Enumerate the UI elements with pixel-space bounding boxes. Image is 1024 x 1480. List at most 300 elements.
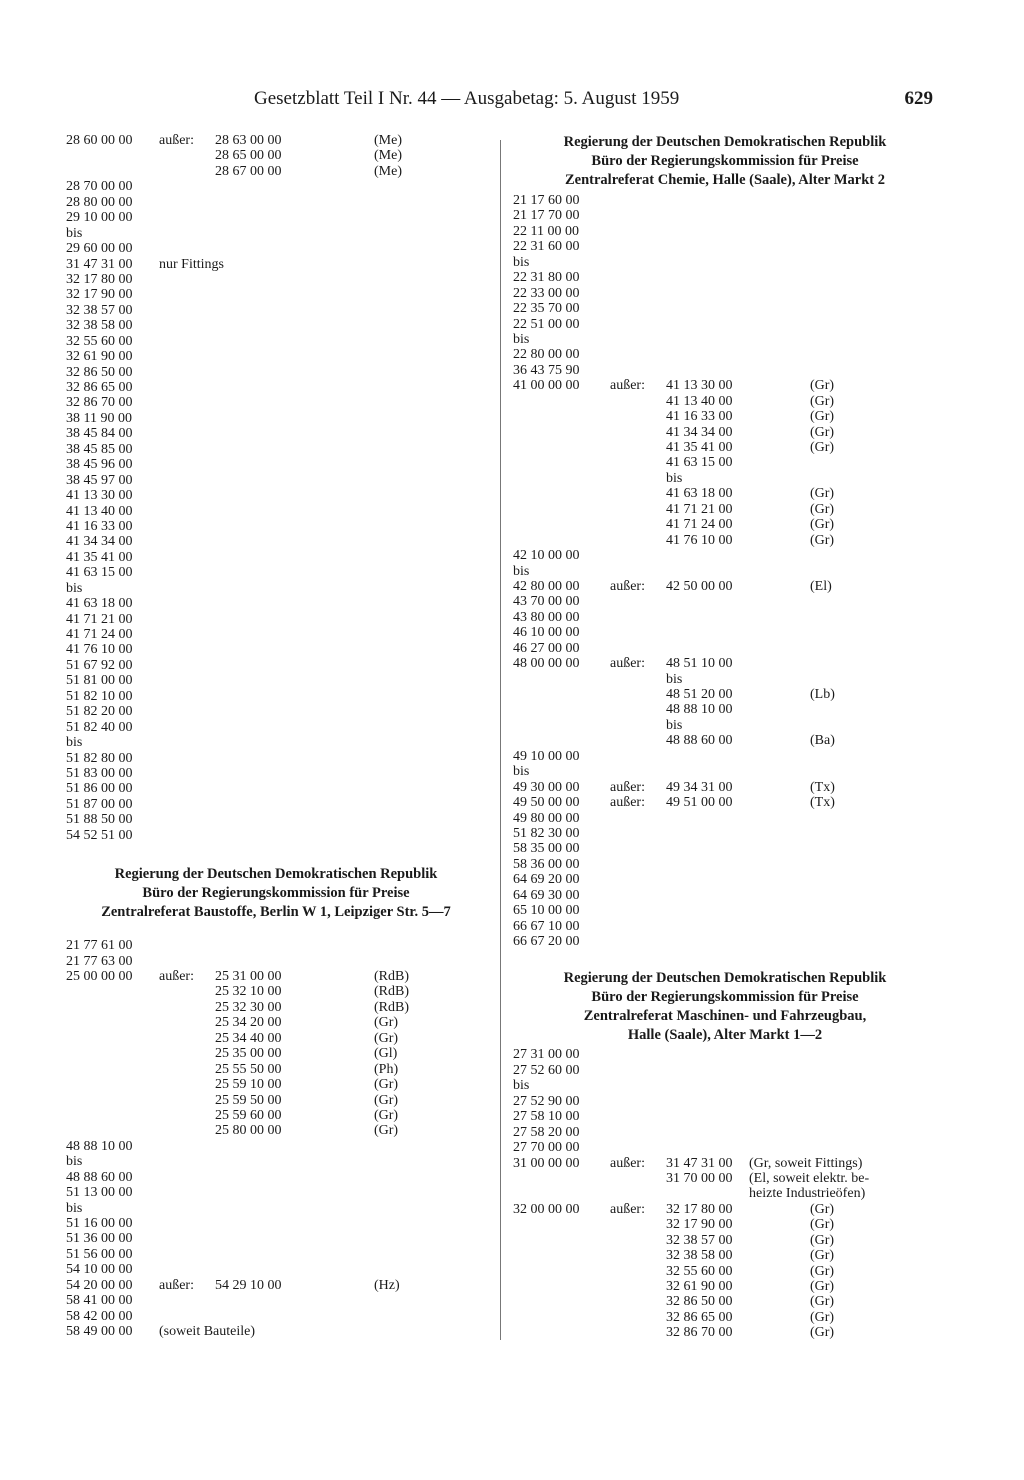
list-item (513, 1094, 953, 1109)
tariff-code: 51 88 50 00 (66, 812, 133, 828)
tariff-code: 29 10 00 00 (66, 210, 133, 226)
referral-tag: (Gr) (810, 532, 835, 548)
tariff-code: 27 52 60 00 (513, 1062, 580, 1078)
list-item (66, 241, 496, 256)
tariff-code: bis (66, 225, 83, 241)
exception-code: 25 59 60 00 (215, 1107, 282, 1123)
exception-code: 48 51 20 00 (666, 687, 733, 702)
heading-line: Zentralreferat Chemie, Halle (Saale), Alter Markt 2 (565, 172, 885, 188)
tariff-code: 66 67 20 00 (513, 934, 580, 949)
tariff-code: 32 86 50 00 (66, 364, 133, 380)
tariff-code: bis (66, 1200, 83, 1216)
exception-code: 32 38 58 00 (666, 1248, 733, 1264)
tariff-code: 32 38 57 00 (66, 302, 133, 318)
list-item (66, 1093, 496, 1108)
list-item (66, 148, 496, 163)
tariff-code: 46 10 00 00 (513, 625, 580, 641)
list-item (66, 272, 496, 287)
heading-line: Büro der Regierungskommission für Preise (591, 153, 859, 169)
tariff-code: 25 00 00 00 (66, 969, 133, 984)
section-heading-baustoffe (60, 865, 492, 922)
tariff-code: 28 70 00 00 (66, 179, 133, 195)
list-item (513, 1156, 953, 1171)
list-item (513, 564, 953, 579)
list-item (513, 1186, 953, 1201)
tariff-code: 58 49 00 00 (66, 1324, 133, 1340)
list-item (513, 826, 953, 841)
list-item (66, 303, 496, 318)
tariff-code: 28 60 00 00 (66, 133, 133, 148)
tariff-code: 41 63 15 00 (66, 565, 133, 581)
exception-code: 28 67 00 00 (215, 163, 282, 179)
tariff-code: 38 11 90 00 (66, 410, 132, 426)
list-item (66, 226, 496, 241)
tariff-code: 41 35 41 00 (66, 549, 133, 565)
list-item (66, 1170, 496, 1185)
tariff-code: 41 71 24 00 (66, 627, 133, 642)
tariff-code: 43 70 00 00 (513, 594, 580, 610)
exception-code: 32 86 65 00 (666, 1309, 733, 1325)
list-item (513, 1279, 953, 1294)
list-item (513, 1125, 953, 1140)
list-item (66, 689, 496, 704)
list-item (513, 1078, 953, 1093)
exception-code: 32 61 90 00 (666, 1279, 733, 1294)
referral-tag: (Gr) (810, 1294, 835, 1310)
referral-tag: (RdB) (374, 984, 409, 1000)
list-item (513, 672, 953, 687)
list-item (66, 473, 496, 488)
list-item (66, 627, 496, 642)
list-item (513, 610, 953, 625)
tariff-code: 21 77 63 00 (66, 953, 133, 969)
referral-tag: (Tx) (810, 795, 835, 811)
exception-code: 41 35 41 00 (666, 440, 733, 455)
tariff-code: 64 69 30 00 (513, 887, 580, 903)
exception-code: 25 31 00 00 (215, 969, 282, 984)
list-item (66, 1015, 496, 1030)
page-number: 629 (904, 88, 933, 109)
list-item (66, 596, 496, 611)
list-item (66, 179, 496, 194)
tariff-code: 41 76 10 00 (66, 642, 133, 658)
list-item (66, 318, 496, 333)
tariff-code: 22 31 80 00 (513, 270, 580, 286)
exception-code: 25 59 10 00 (215, 1077, 282, 1093)
list-item (513, 1140, 953, 1155)
right-column (513, 133, 953, 1341)
tariff-code: 51 82 20 00 (66, 704, 133, 720)
page-title: Gesetzblatt Teil I Nr. 44 — Ausgabetag: 5. August 1959 (254, 88, 680, 109)
referral-tag: (Ba) (810, 733, 835, 749)
exception-code: 25 80 00 00 (215, 1123, 282, 1139)
entry-note: außer: (610, 1155, 645, 1171)
list-item (513, 394, 953, 409)
tariff-code: 58 36 00 00 (513, 856, 580, 872)
exception-code: 32 86 70 00 (666, 1325, 733, 1341)
list-item (66, 969, 496, 984)
referral-tag: (Gr) (810, 486, 835, 502)
list-item (66, 828, 496, 843)
tariff-code: 42 10 00 00 (513, 548, 580, 564)
referral-tag: (El, soweit elektr. be- (749, 1170, 870, 1186)
list-item (66, 195, 496, 210)
tariff-code: 41 34 34 00 (66, 534, 133, 550)
list-item (513, 594, 953, 609)
referral-tag: (Gr) (810, 1279, 835, 1294)
exception-code: 41 76 10 00 (666, 532, 733, 548)
referral-tag: (Gr) (810, 393, 835, 409)
list-item (66, 133, 496, 148)
list-item (513, 919, 953, 934)
list-item (66, 704, 496, 719)
referral-tag: (Gr) (810, 1248, 835, 1264)
list-item (66, 642, 496, 657)
referral-tag: (Gr) (810, 517, 835, 533)
left-code-list-2 (66, 938, 496, 1339)
exception-code: 28 65 00 00 (215, 148, 282, 164)
entry-note: außer: (159, 133, 194, 148)
exception-code: 48 88 60 00 (666, 733, 733, 749)
list-item (513, 780, 953, 795)
list-item (513, 286, 953, 301)
exception-code: 32 17 80 00 (666, 1201, 733, 1217)
tariff-code: 66 67 10 00 (513, 918, 580, 934)
tariff-code: 58 35 00 00 (513, 841, 580, 857)
exception-code: bis (666, 671, 683, 687)
referral-tag: (Ph) (374, 1061, 399, 1077)
tariff-code: 38 45 97 00 (66, 472, 133, 488)
exception-code: 48 51 10 00 (666, 656, 733, 672)
tariff-code: 21 17 70 00 (513, 208, 580, 224)
list-item (66, 954, 496, 969)
referral-tag: (Me) (374, 148, 402, 164)
referral-tag: (Lb) (810, 687, 835, 702)
referral-tag: (Gr) (810, 1309, 835, 1325)
referral-tag: (Gr) (374, 1123, 399, 1139)
tariff-code: 22 11 00 00 (513, 223, 579, 239)
referral-tag: (Gr) (810, 1217, 835, 1233)
list-item (66, 565, 496, 580)
list-item (513, 455, 953, 470)
referral-tag: (Gr) (810, 501, 835, 517)
tariff-code: 41 13 40 00 (66, 503, 133, 519)
list-item (513, 378, 953, 393)
list-item (66, 534, 496, 549)
list-item (513, 872, 953, 887)
list-item (66, 673, 496, 688)
page-header (0, 86, 1024, 116)
list-item (66, 1293, 496, 1308)
exception-code: 48 88 10 00 (666, 702, 733, 718)
list-item (66, 781, 496, 796)
entry-note: außer: (159, 1277, 194, 1293)
tariff-code: 32 86 65 00 (66, 380, 133, 395)
tariff-code: bis (513, 1078, 530, 1094)
list-item (513, 811, 953, 826)
tariff-code: 51 82 10 00 (66, 688, 133, 704)
list-item (66, 1309, 496, 1324)
list-item (66, 519, 496, 534)
list-item (513, 1310, 953, 1325)
tariff-code: 51 82 40 00 (66, 719, 133, 735)
list-item (513, 332, 953, 347)
tariff-code: bis (513, 331, 530, 347)
heading-line: Halle (Saale), Alter Markt 1—2 (627, 1027, 823, 1044)
list-item (513, 548, 953, 563)
list-item (513, 533, 953, 548)
list-item (513, 363, 953, 378)
exception-code: bis (666, 470, 683, 486)
tariff-code: 48 00 00 00 (513, 656, 580, 672)
tariff-code: 28 80 00 00 (66, 194, 133, 210)
list-item (66, 1216, 496, 1231)
list-item (66, 504, 496, 519)
list-item (66, 1000, 496, 1015)
tariff-code: 51 86 00 00 (66, 781, 133, 797)
tariff-code: bis (66, 580, 83, 596)
tariff-code: 32 17 80 00 (66, 271, 133, 287)
referral-tag: (Me) (374, 163, 402, 179)
list-item (513, 486, 953, 501)
referral-tag: (Gr, soweit Fittings) (749, 1155, 863, 1171)
tariff-code: 51 83 00 00 (66, 765, 133, 781)
tariff-code: 49 10 00 00 (513, 748, 580, 764)
list-item (513, 733, 953, 748)
entry-note: außer: (610, 578, 645, 594)
list-item (66, 1278, 496, 1293)
referral-tag: (Gr) (810, 1201, 835, 1217)
referral-tag: (Gr) (374, 1077, 399, 1093)
list-item (513, 641, 953, 656)
tariff-code: 58 41 00 00 (66, 1293, 133, 1309)
heading-line: Regierung der Deutschen Demokratischen Republik (563, 970, 887, 987)
list-item (66, 334, 496, 349)
list-item (513, 255, 953, 270)
tariff-code: 22 51 00 00 (513, 316, 580, 332)
tariff-code: 31 00 00 00 (513, 1155, 580, 1171)
list-item (66, 720, 496, 735)
list-item (66, 488, 496, 503)
exception-code: 41 63 15 00 (666, 455, 733, 471)
tariff-code: 51 81 00 00 (66, 673, 133, 689)
tariff-code: 49 30 00 00 (513, 779, 580, 795)
list-item (513, 903, 953, 918)
exception-code: 31 47 31 00 (666, 1155, 733, 1171)
list-item (513, 270, 953, 285)
tariff-code: 27 70 00 00 (513, 1140, 580, 1156)
list-item (513, 1325, 953, 1340)
section-heading-chemie (515, 133, 935, 190)
list-item (513, 1171, 953, 1186)
list-item (513, 625, 953, 640)
tariff-code: 27 58 20 00 (513, 1124, 580, 1140)
exception-code: 25 55 50 00 (215, 1061, 282, 1077)
list-item (66, 766, 496, 781)
list-item (513, 718, 953, 733)
referral-tag: (Gl) (374, 1046, 398, 1062)
exception-code: 41 16 33 00 (666, 409, 733, 425)
list-item (66, 457, 496, 472)
right-code-list-2 (513, 1047, 953, 1340)
list-item (66, 395, 496, 410)
tariff-code: 32 86 70 00 (66, 395, 133, 411)
referral-tag: (Gr) (810, 1325, 835, 1341)
list-item (513, 1264, 953, 1279)
tariff-code: 32 38 58 00 (66, 318, 133, 334)
list-item (66, 1062, 496, 1077)
list-item (513, 934, 953, 949)
exception-code: 32 17 90 00 (666, 1217, 733, 1233)
tariff-code: 51 67 92 00 (66, 657, 133, 673)
heading-line: Zentralreferat Baustoffe, Berlin W 1, Leipziger Str. 5—7 (101, 904, 451, 921)
list-item (513, 764, 953, 779)
referral-tag: (Hz) (374, 1277, 400, 1293)
list-item (66, 735, 496, 750)
list-item (66, 751, 496, 766)
exception-code: 25 34 20 00 (215, 1015, 282, 1031)
tariff-code: bis (66, 735, 83, 751)
tariff-code: bis (513, 254, 530, 270)
list-item (66, 442, 496, 457)
list-item (66, 1123, 496, 1138)
tariff-code: 31 47 31 00 (66, 256, 133, 272)
list-item (513, 347, 953, 362)
list-item (513, 471, 953, 486)
entry-note: außer: (610, 779, 645, 795)
list-item (513, 317, 953, 332)
list-item (66, 1247, 496, 1262)
list-item (513, 841, 953, 856)
tariff-code: 65 10 00 00 (513, 903, 580, 919)
heading-line: Büro der Regierungskommission für Preise (142, 885, 410, 902)
list-item (66, 550, 496, 565)
tariff-code: 51 87 00 00 (66, 796, 133, 812)
list-item (66, 581, 496, 596)
tariff-code: 51 13 00 00 (66, 1185, 133, 1201)
list-item (513, 1202, 953, 1217)
list-item (66, 365, 496, 380)
list-item (513, 795, 953, 810)
right-code-list-1 (513, 193, 953, 949)
list-item (66, 1108, 496, 1123)
exception-code: 25 32 30 00 (215, 999, 282, 1015)
tariff-code: 51 82 30 00 (513, 825, 580, 841)
exception-code: 49 51 00 00 (666, 795, 733, 811)
tariff-code: 27 58 10 00 (513, 1109, 580, 1125)
exception-code: 41 34 34 00 (666, 424, 733, 440)
list-item (513, 1047, 953, 1062)
list-item (66, 1046, 496, 1061)
list-item (66, 411, 496, 426)
entry-note: außer: (610, 795, 645, 811)
tariff-code: 43 80 00 00 (513, 609, 580, 625)
referral-tag: (Me) (374, 133, 402, 148)
tariff-code: 51 82 80 00 (66, 750, 133, 766)
heading-line: Regierung der Deutschen Demokratischen Republik (563, 134, 887, 150)
tariff-code: 36 43 75 90 (513, 362, 580, 378)
exception-code: 25 34 40 00 (215, 1030, 282, 1046)
list-item (66, 1231, 496, 1246)
exception-code: 32 55 60 00 (666, 1263, 733, 1279)
list-item (513, 1248, 953, 1263)
referral-tag: (Gr) (810, 1263, 835, 1279)
list-item (66, 287, 496, 302)
tariff-code: 54 10 00 00 (66, 1262, 133, 1278)
list-item (66, 658, 496, 673)
list-item (66, 426, 496, 441)
tariff-code: 48 88 10 00 (66, 1138, 133, 1154)
list-item (66, 812, 496, 827)
list-item (513, 193, 953, 208)
entry-note: außer: (610, 656, 645, 672)
exception-code: 28 63 00 00 (215, 133, 282, 148)
heading-line: Büro der Regierungskommission für Preise (591, 989, 859, 1006)
tariff-code: 27 31 00 00 (513, 1047, 580, 1063)
list-item (513, 888, 953, 903)
list-item (66, 1139, 496, 1154)
tariff-code: 51 56 00 00 (66, 1246, 133, 1262)
exception-code: 25 32 10 00 (215, 984, 282, 1000)
referral-tag: heizte Industrieöfen) (749, 1186, 866, 1202)
exception-code: 25 35 00 00 (215, 1046, 282, 1062)
list-item (513, 749, 953, 764)
list-item (513, 1233, 953, 1248)
list-item (66, 1201, 496, 1216)
referral-tag: (Gr) (810, 424, 835, 440)
list-item (513, 239, 953, 254)
entry-note: (soweit Bauteile) (159, 1324, 256, 1340)
list-item (66, 164, 496, 179)
entry-note: außer: (610, 378, 645, 394)
tariff-code: 32 55 60 00 (66, 333, 133, 349)
heading-line: Regierung der Deutschen Demokratischen Republik (114, 866, 438, 883)
list-item (66, 1154, 496, 1169)
left-column (66, 133, 496, 1340)
list-item (513, 440, 953, 455)
list-item (66, 1324, 496, 1339)
tariff-code: 38 45 85 00 (66, 441, 133, 457)
list-item (513, 687, 953, 702)
referral-tag: (RdB) (374, 969, 409, 984)
tariff-code: 32 17 90 00 (66, 287, 133, 303)
list-item (66, 1185, 496, 1200)
tariff-code: 21 17 60 00 (513, 193, 580, 208)
exception-code: 32 86 50 00 (666, 1294, 733, 1310)
list-item (66, 612, 496, 627)
exception-code: 25 59 50 00 (215, 1092, 282, 1108)
list-item (513, 517, 953, 532)
tariff-code: 27 52 90 00 (513, 1093, 580, 1109)
entry-note: außer: (159, 969, 194, 984)
exception-code: 32 38 57 00 (666, 1232, 733, 1248)
tariff-code: 54 52 51 00 (66, 827, 133, 843)
exception-code: 41 63 18 00 (666, 486, 733, 502)
list-item (513, 1063, 953, 1078)
list-item (513, 1294, 953, 1309)
referral-tag: (Gr) (374, 1107, 399, 1123)
tariff-code: 29 60 00 00 (66, 241, 133, 257)
tariff-code: 42 80 00 00 (513, 578, 580, 594)
referral-tag: (Gr) (374, 1030, 399, 1046)
tariff-code: 49 50 00 00 (513, 795, 580, 811)
exception-code: 54 29 10 00 (215, 1277, 282, 1293)
entry-note: nur Fittings (159, 256, 224, 272)
tariff-code: 22 33 00 00 (513, 285, 580, 301)
tariff-code: 22 35 70 00 (513, 301, 580, 317)
tariff-code: 54 20 00 00 (66, 1277, 133, 1293)
exception-code: 49 34 31 00 (666, 779, 733, 795)
